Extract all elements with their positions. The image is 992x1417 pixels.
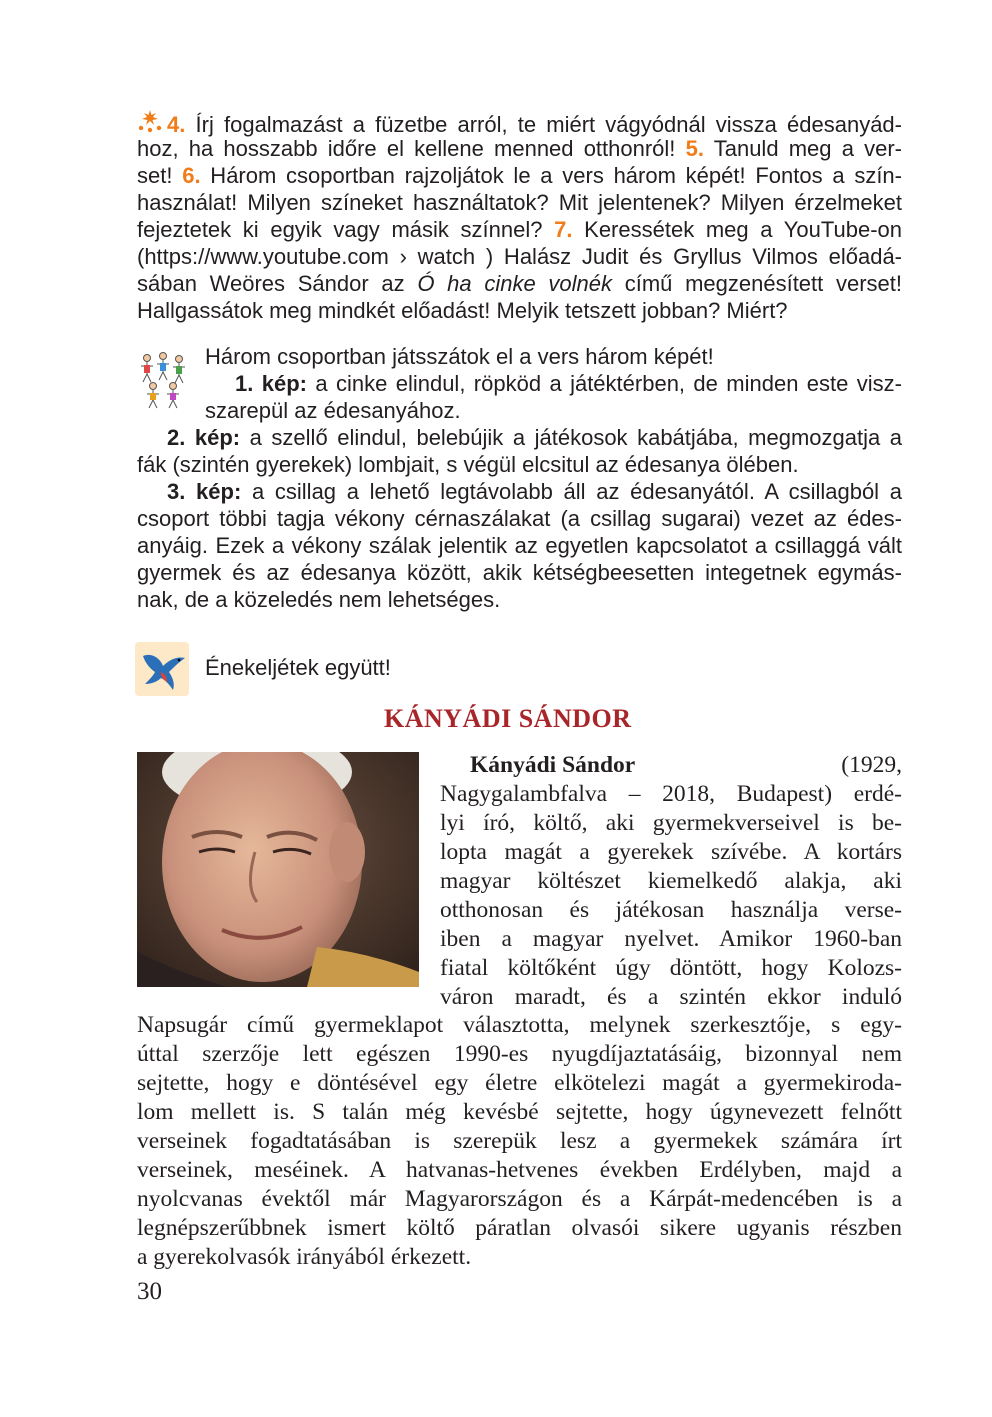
swallow-bird-icon [135,642,189,696]
page-number: 30 [137,1278,162,1305]
bio-line: nyolcvanas évektől már Magyarországon és a Kárpát-medencében is a [137,1186,902,1212]
scene-label: 3. kép: [167,479,242,504]
bio-line: a gyerekolvasók irányából érkezett. [137,1244,472,1270]
author-heading: KÁNYÁDI SÁNDOR [384,704,632,733]
bio-line: magyar költészet kiemelkedő alakja, aki [440,868,902,894]
task-number: 6. [182,163,201,188]
bio-line: lyi író, költő, aki gyermekverseivel is be- [440,810,902,836]
sing-instruction: Énekeljétek együtt! [205,655,391,680]
scene-3: 3. kép: a csillag a lehető legtávolabb áll az édesanyától. A csillagból a [167,479,902,504]
task-line: set! 6. Három csoportban rajzoljátok le a vers három képét! Fontos a szín- [137,163,902,188]
play-intro: Három csoportban játsszátok el a vers három képét! [205,344,714,369]
task-number: 7. [554,217,573,242]
scene-label: 1. kép: [235,371,307,396]
bio-line: lom mellett is. S talán még kevésbé sejtette, hogy úgynevezett felnőtt [137,1099,902,1125]
scene-2: 2. kép: a szellő elindul, belebújik a játékosok kabátjába, megmozgatja a [167,425,902,450]
scene-1: 1. kép: a cinke elindul, röpköd a játéktérben, de minden este visz- [235,371,902,396]
task-line: 4. Írj fogalmazást a füzetbe arról, te miért vágyódnál vissza édesanyád- [137,108,902,135]
task-line: használat! Milyen színeket használtatok? Mit jelentenek? Milyen érzelmeket [137,190,902,215]
task-line: sában Weöres Sándor az Ó ha cinke volnék című megzenésített verset! [137,271,902,296]
scene-3-continued: csoport többi tagja vékony cérnaszálakat (a csillag sugarai) vezet az édes- [137,506,902,531]
scene-label: 2. kép: [167,425,241,450]
bio-line: verseinek fogadtatásában is szerepük lesz a gyermekek számára írt [137,1128,902,1154]
portrait-photo [137,752,419,987]
task-line: (https://www.youtube.com › watch ) Halász Judit és Gryllus Vilmos előadá- [137,244,902,269]
bio-line: fiatal költőként úgy döntött, hogy Kolozs- [440,955,902,981]
scene-3-continued: gyermek és az édesanya között, akik kétségbeesetten integetnek egymás- [137,560,902,585]
scene-2-continued: fák (szintén gyerekek) lombjait, s végül elcsitul az édesanya ölében. [137,452,799,477]
bio-line: úttal szerzője lett egészen 1990-es nyugdíjaztatásáig, bizonnyal nem [137,1041,902,1067]
play-instructions [137,343,902,613]
poem-title: Ó ha cinke volnék [417,271,612,296]
bio-line: váron maradt, és a szintén ekkor induló [440,984,902,1010]
bio-line: sejtette, hogy e döntésével egy életre elkötelezi magát a gyermekiroda- [137,1070,902,1096]
task-number: 4. [167,112,186,137]
scene-3-continued: nak, de a közeledés nem lehetséges. [137,587,501,612]
scene-1-continued: szarepül az édesanyához. [205,398,461,423]
bio-line: iben a magyar nyelvet. Amikor 1960-ban [440,926,902,952]
task-line: fejeztetek ki egyik vagy másik színnel? 7. Keressétek meg a YouTube-on [137,217,903,242]
task-line: Hallgassátok meg mindkét előadást! Melyik tetszett jobban? Miért? [137,298,788,323]
bio-line: Napsugár című gyermeklapot választotta, melynek szerkesztője, s egy- [137,1012,902,1038]
scene-3-continued: anyáig. Ezek a vékony szálak jelentik az egyetlen kapcsolatot a csillaggá vált [137,533,902,558]
task-line: hoz, ha hosszabb időre el kellene menned otthonról! 5. Tanuld meg a ver- [137,136,902,161]
task-number: 5. [685,136,704,161]
bio-line: Nagygalambfalva – 2018, Budapest) erdé- [440,781,902,807]
author-bio-continued [137,1011,902,1272]
bio-line: legnépszerűbbnek ismert költő páratlan olvasói sikere ugyanis részben [137,1215,902,1241]
bio-line: verseinek, meséinek. A hatvanas-hetvenes években Erdélyben, majd a [137,1157,902,1183]
bio-line: lopta magát a gyerekek szívébe. A kortárs [440,839,902,865]
sparkle-stars-icon [137,110,167,140]
bio-line: otthonosan és játékosan használja verse- [440,897,902,923]
bio-line: Kányádi Sándor (1929, [470,752,902,778]
author-bio-intro [440,751,902,1012]
author-name: Kányádi Sándor [470,752,636,778]
tasks-paragraph [137,108,902,324]
